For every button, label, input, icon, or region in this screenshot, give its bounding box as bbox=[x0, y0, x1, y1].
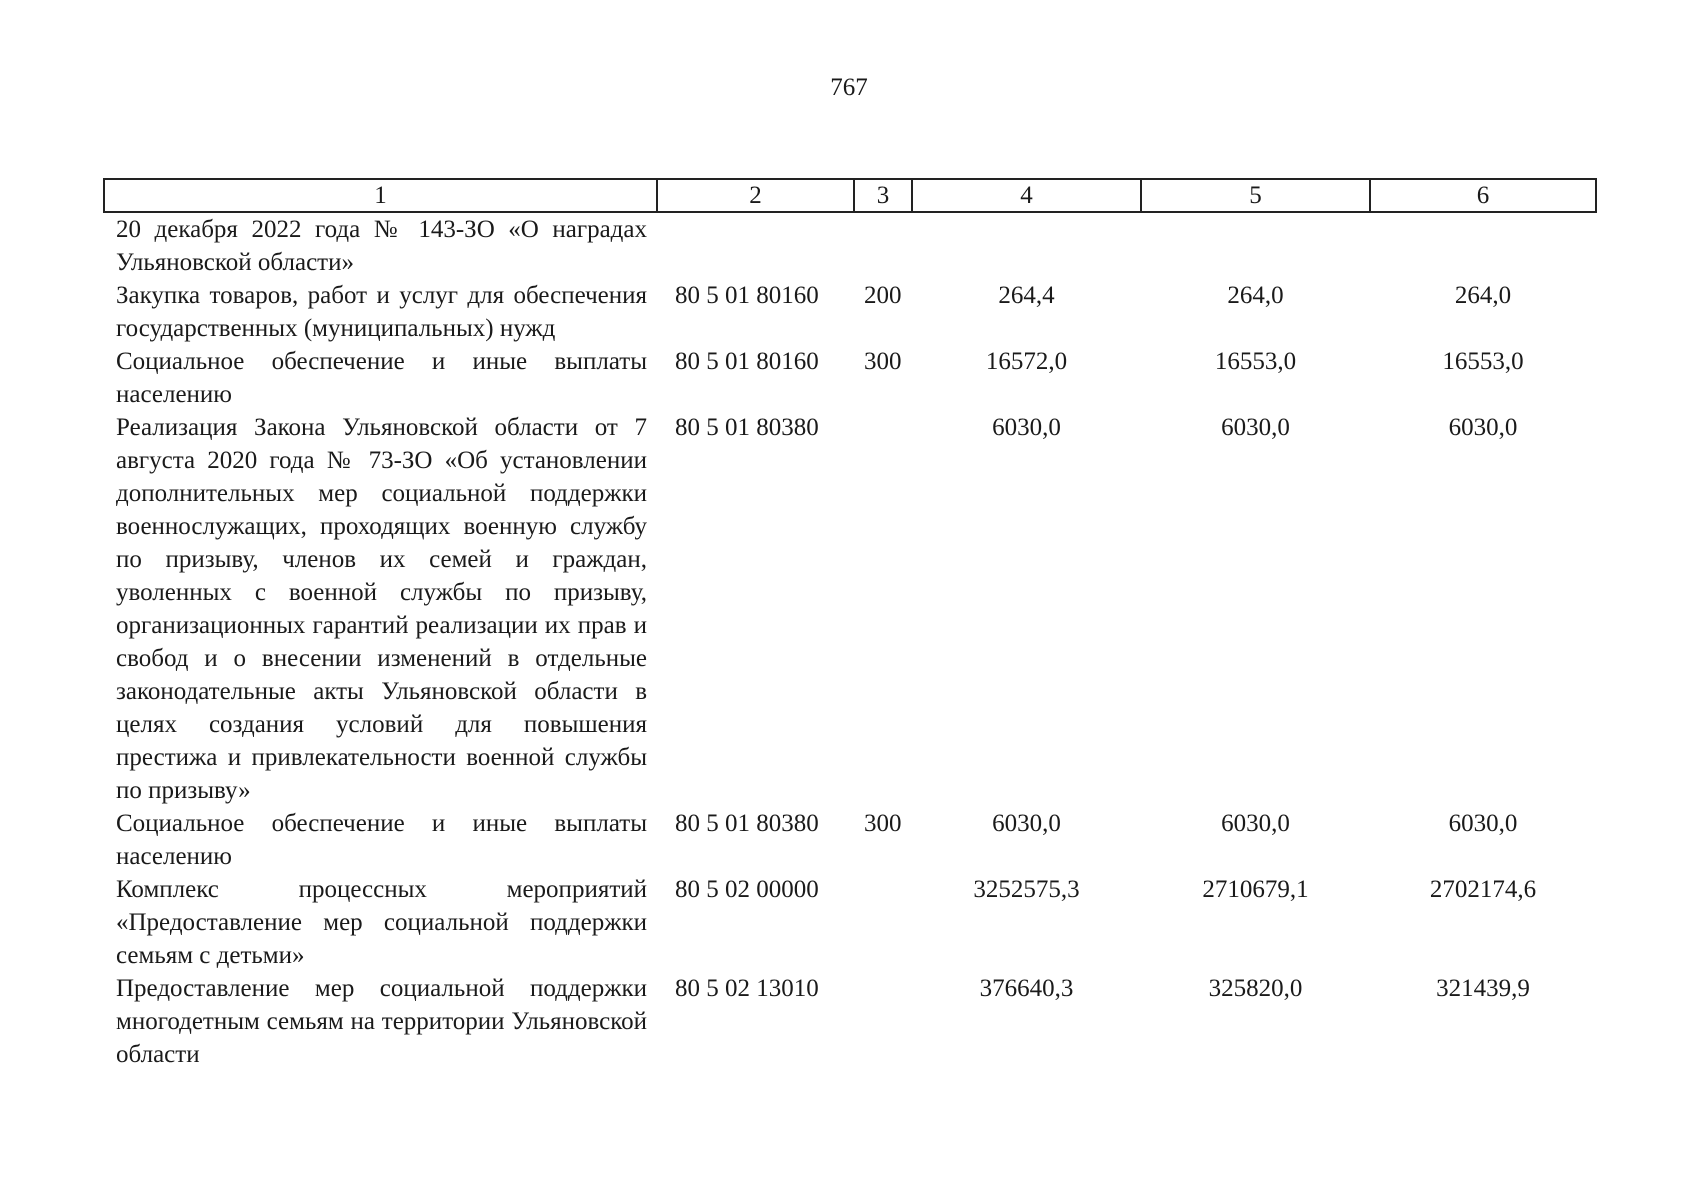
row-value-4: 6030,0 bbox=[992, 810, 1061, 837]
column-header: 1 bbox=[104, 179, 657, 212]
row-value-6: 2702174,6 bbox=[1429, 876, 1537, 903]
row-code bbox=[657, 212, 854, 279]
row-kind bbox=[854, 411, 912, 807]
row-kind: 300 bbox=[864, 348, 902, 375]
row-value-5: 16553,0 bbox=[1214, 348, 1297, 375]
row-value-4 bbox=[912, 212, 1141, 279]
table-row bbox=[104, 279, 1596, 345]
row-value-5: 325820,0 bbox=[1208, 975, 1303, 1002]
row-kind: 200 bbox=[864, 282, 902, 309]
row-value-5: 264,0 bbox=[1227, 282, 1284, 309]
row-value-5: 6030,0 bbox=[1221, 414, 1290, 441]
column-header: 3 bbox=[854, 179, 912, 212]
row-code: 80 5 01 80380 bbox=[675, 414, 819, 441]
row-kind bbox=[854, 212, 912, 279]
row-code: 80 5 01 80160 bbox=[675, 348, 819, 375]
row-name: 20 декабря 2022 года № 143-ЗО «О наградах Ульяновской области» bbox=[116, 216, 647, 276]
page-number: 767 bbox=[830, 74, 868, 101]
row-value-6: 321439,9 bbox=[1436, 975, 1530, 1002]
row-name: Комплекс процессных мероприятий «Предоставление мер социальной поддержки семьям с детьми» bbox=[116, 876, 647, 969]
row-value-6: 16553,0 bbox=[1442, 348, 1524, 375]
row-value-6: 6030,0 bbox=[1448, 414, 1518, 441]
row-value-5: 2710679,1 bbox=[1202, 876, 1309, 903]
row-value-4: 264,4 bbox=[998, 282, 1055, 309]
column-header: 2 bbox=[657, 179, 854, 212]
row-name: Закупка товаров, работ и услуг для обеспечения государственных (муниципальных) нужд bbox=[116, 282, 647, 342]
table-row bbox=[104, 345, 1596, 411]
table-row bbox=[104, 873, 1596, 972]
row-kind: 300 bbox=[864, 810, 902, 837]
row-code: 80 5 02 13010 bbox=[675, 975, 819, 1002]
row-name: Реализация Закона Ульяновской области от 7 августа 2020 года № 73-ЗО «Об установлении дополнительных мер социальной поддержки военнослужащих, проходящих военную службу по призыву, членов их семей и граждан, уволенных с военной службы по призыву, организационных гарантий реализации их прав и свобод и о внесении изменений в отдельные законодательные акты Ульяновской области в целях создания условий для повышения престижа и привлекательности военной службы по призыву» bbox=[116, 414, 647, 804]
row-code: 80 5 01 80380 bbox=[675, 810, 819, 837]
row-value-4: 3252575,3 bbox=[973, 876, 1080, 903]
table-row bbox=[104, 212, 1596, 279]
row-value-4: 6030,0 bbox=[992, 414, 1061, 441]
column-header: 5 bbox=[1141, 179, 1370, 212]
row-name: Социальное обеспечение и иные выплаты населению bbox=[116, 348, 647, 408]
table-row bbox=[104, 411, 1596, 807]
table-header-row bbox=[104, 179, 1596, 212]
row-value-6: 264,0 bbox=[1454, 282, 1512, 309]
budget-table bbox=[103, 178, 1597, 1071]
row-kind bbox=[854, 873, 912, 972]
row-kind bbox=[854, 972, 912, 1071]
row-value-4: 376640,3 bbox=[979, 975, 1074, 1002]
row-value-6: 6030,0 bbox=[1448, 810, 1518, 837]
row-value-6 bbox=[1370, 212, 1596, 279]
column-header: 6 bbox=[1370, 179, 1596, 212]
row-value-5: 6030,0 bbox=[1221, 810, 1290, 837]
row-name: Предоставление мер социальной поддержки многодетным семьям на территории Ульяновской области bbox=[116, 975, 647, 1068]
row-value-4: 16572,0 bbox=[985, 348, 1068, 375]
table-row bbox=[104, 807, 1596, 873]
row-code: 80 5 01 80160 bbox=[675, 282, 819, 309]
row-code: 80 5 02 00000 bbox=[675, 876, 819, 903]
row-name: Социальное обеспечение и иные выплаты населению bbox=[116, 810, 647, 870]
table-row bbox=[104, 972, 1596, 1071]
column-header: 4 bbox=[912, 179, 1141, 212]
row-value-5 bbox=[1141, 212, 1370, 279]
